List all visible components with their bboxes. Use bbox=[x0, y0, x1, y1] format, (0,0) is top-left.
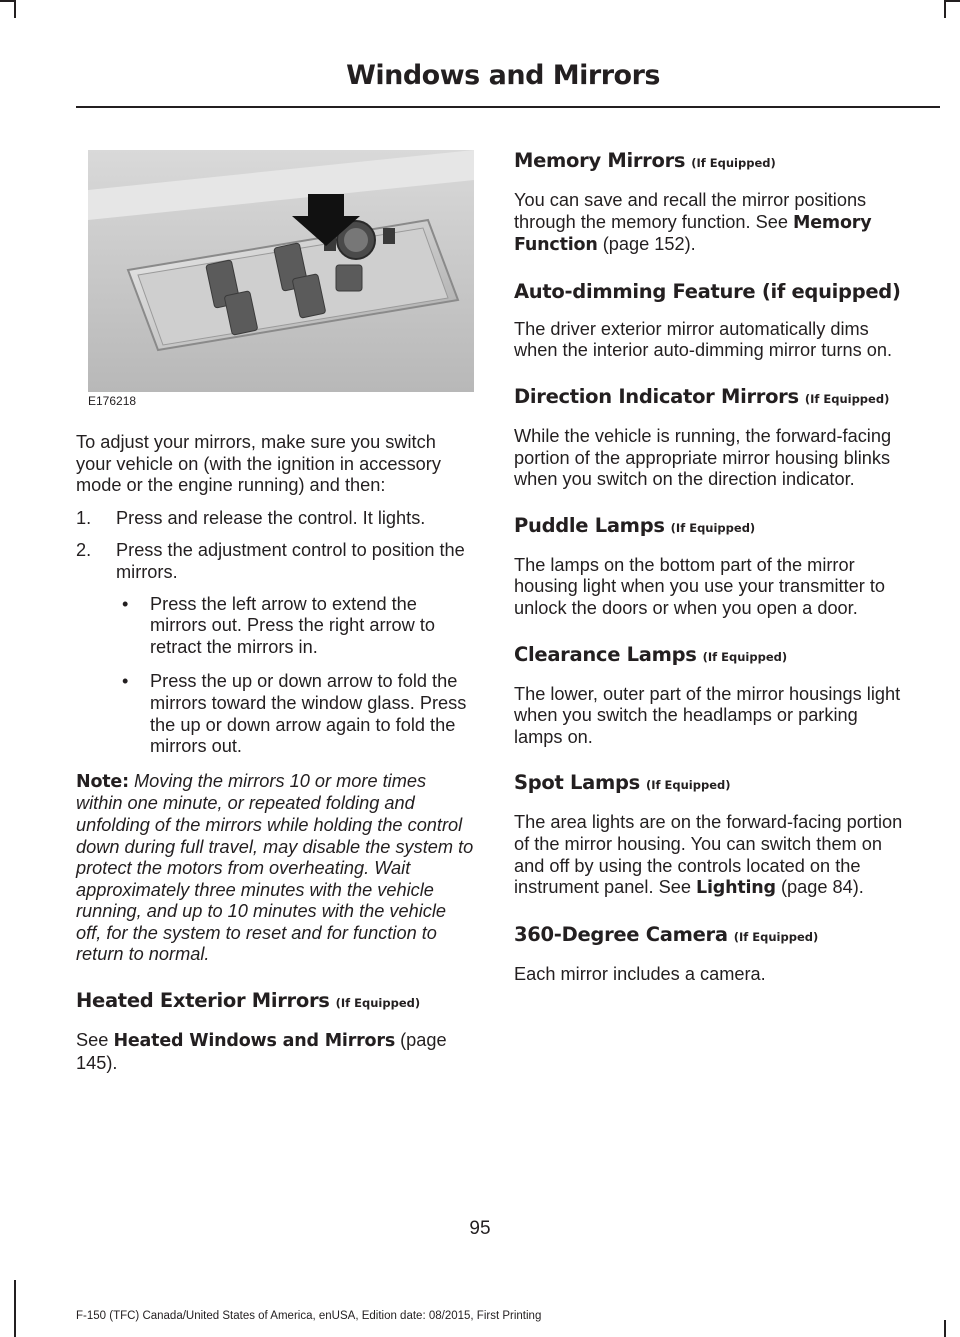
note-text: Moving the mirrors 10 or more times within one minute, or repeated folding and unfolding of the mirrors while holding the control down during full travel, may disable the system to protect the motors from overheating. Wait approximately three minutes with the vehicle running, and up to 10 minutes with the vehicle off, for the system to reset and for function to return to normal. bbox=[76, 770, 474, 965]
puddle-lamps-paragraph: The lamps on the bottom part of the mirror housing light when you use your transmitter to unlock the doors or when you open a door. bbox=[514, 554, 886, 618]
note-label: Note: bbox=[76, 771, 129, 792]
section-title: Windows and Mirrors bbox=[346, 60, 660, 91]
heading-text: Direction Indicator Mirrors bbox=[514, 384, 799, 408]
camera-paragraph: Each mirror includes a camera. bbox=[514, 963, 766, 984]
intro-paragraph: To adjust your mirrors, make sure you switch your vehicle on (with the ignition in accessory mode or the engine running) and then: bbox=[76, 432, 441, 496]
heading-text: Puddle Lamps bbox=[514, 513, 665, 537]
if-equipped-tag: (If Equipped) bbox=[691, 156, 776, 170]
heated-mirrors-heading bbox=[76, 990, 476, 1014]
auto-dimming-heading: Auto-dimming Feature (if equipped) bbox=[514, 279, 901, 303]
step-number: 1. bbox=[76, 507, 92, 528]
step-text: Press the adjustment control to position the mirrors. bbox=[116, 540, 465, 582]
right-column bbox=[514, 150, 910, 985]
list-item bbox=[76, 508, 476, 530]
crop-mark bbox=[14, 1280, 16, 1337]
steps-list bbox=[76, 508, 476, 758]
header-rule bbox=[76, 106, 940, 108]
text: (page 84). bbox=[780, 877, 864, 898]
if-equipped-tag: (If Equipped) bbox=[645, 778, 731, 793]
spot-lamps-paragraph bbox=[514, 812, 910, 899]
if-equipped-tag: (If Equipped) bbox=[670, 520, 756, 535]
note-paragraph bbox=[76, 771, 476, 966]
crop-mark bbox=[944, 0, 946, 18]
text: You can save and recall the mirror positions through the memory function. See bbox=[514, 190, 867, 232]
bullet-list bbox=[76, 594, 476, 758]
bullet-mark: • bbox=[122, 593, 129, 614]
if-equipped-tag: (If Equipped) bbox=[733, 929, 819, 944]
auto-dimming-paragraph: The driver exterior mirror automatically dims when the interior auto-dimming mirror turns on. bbox=[514, 318, 893, 361]
footer-text: F-150 (TFC) Canada/United States of America, enUSA, Edition date: 08/2015, First Printing bbox=[76, 1310, 542, 1322]
cross-reference-link[interactable]: Memory Function bbox=[514, 212, 872, 256]
text: (page 152). bbox=[602, 234, 696, 255]
text: See bbox=[76, 1030, 109, 1051]
cross-reference-link[interactable]: Lighting bbox=[696, 878, 776, 899]
camera-heading bbox=[514, 924, 910, 948]
if-equipped-tag: (If Equipped) bbox=[804, 391, 890, 406]
mirror-control-illustration bbox=[88, 150, 474, 392]
heading-text: 360-Degree Camera bbox=[514, 922, 728, 946]
puddle-lamps-heading bbox=[514, 515, 910, 539]
text: The area lights are on the forward-facing portion of the mirror housing. You can switch them on and off by using the controls located on the instrument panel. See bbox=[514, 812, 903, 898]
bullet-text: Press the left arrow to extend the mirrors out. Press the right arrow to retract the mirrors in. bbox=[150, 593, 436, 657]
figure-id: E176218 bbox=[88, 394, 137, 408]
direction-indicator-paragraph: While the vehicle is running, the forward-facing portion of the appropriate mirror housing blinks when you switch on the direction indicator. bbox=[514, 425, 892, 490]
heated-mirrors-paragraph bbox=[76, 1030, 476, 1074]
heading-text: Memory Mirrors bbox=[514, 149, 686, 172]
cross-reference-link[interactable]: Heated Windows and Mirrors bbox=[113, 1031, 396, 1052]
spot-lamps-heading bbox=[514, 772, 910, 796]
left-column bbox=[76, 150, 476, 1074]
page-number: 95 bbox=[469, 1218, 491, 1239]
crop-mark bbox=[14, 0, 16, 18]
text: (page 145). bbox=[76, 1030, 447, 1073]
list-item bbox=[76, 594, 476, 659]
list-item bbox=[76, 671, 476, 757]
step-text: Press and release the control. It lights. bbox=[116, 507, 426, 528]
step-number: 2. bbox=[76, 540, 92, 561]
clearance-lamps-heading bbox=[514, 644, 910, 668]
memory-mirrors-heading bbox=[514, 150, 910, 174]
if-equipped-tag: (If Equipped) bbox=[702, 649, 788, 664]
if-equipped-tag: (If Equipped) bbox=[335, 996, 421, 1011]
heading-text: Heated Exterior Mirrors bbox=[76, 989, 330, 1013]
crop-mark bbox=[944, 1320, 946, 1337]
list-item bbox=[76, 540, 476, 757]
memory-mirrors-paragraph bbox=[514, 190, 910, 257]
heading-text: Spot Lamps bbox=[514, 771, 640, 795]
crop-mark bbox=[944, 0, 960, 2]
bullet-mark: • bbox=[122, 671, 129, 692]
heading-text: Clearance Lamps bbox=[514, 642, 697, 666]
clearance-lamps-paragraph: The lower, outer part of the mirror housings light when you switch the headlamps or parking lamps on. bbox=[514, 683, 901, 747]
figure bbox=[88, 150, 486, 412]
bullet-text: Press the up or down arrow to fold the mirrors toward the window glass. Press the up or down arrow again to fold the mirrors out. bbox=[150, 671, 467, 757]
direction-indicator-heading bbox=[514, 386, 910, 410]
